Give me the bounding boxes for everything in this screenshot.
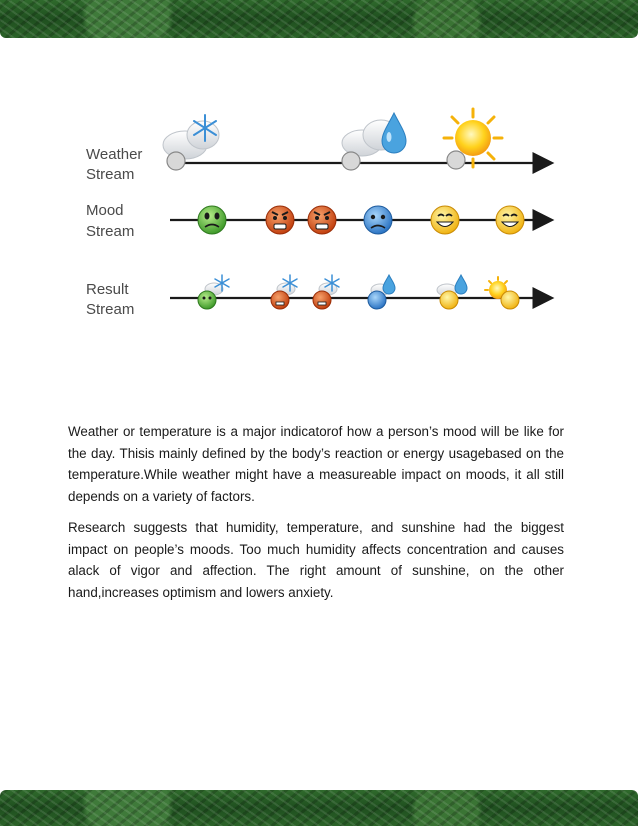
weather-label-line1: Weather	[86, 146, 143, 163]
sun-cloud-icon	[444, 109, 502, 169]
angry-face-icon	[308, 206, 336, 234]
weather-mood-diagram	[0, 95, 638, 335]
happy-face-icon	[431, 206, 459, 234]
weather-label-line2: Stream	[86, 166, 135, 183]
bottom-decorative-border	[0, 790, 638, 826]
sad-face-icon	[364, 206, 392, 234]
mood-label-line2: Stream	[86, 223, 135, 240]
angry-snow-icon	[271, 275, 297, 309]
body-text	[68, 421, 564, 613]
paragraph-weather: Weather or temperature is a major indicatorof how a person’s mood will be like for the day. Thisis mainly defined by the body’s reaction or energy usagebased on the temperature.While weather might have a measureable impact on moods, it all still depends on a variety of factors.	[68, 424, 564, 504]
sad-rain-icon	[368, 275, 395, 309]
sick-snow-icon	[198, 275, 229, 309]
angry-face-icon	[266, 206, 294, 234]
snowflake-cloud-icon	[163, 115, 219, 170]
mood-label-line1: Mood	[86, 202, 124, 219]
raindrop-cloud-icon	[342, 113, 406, 170]
paragraph-research: Research suggests that humidity, temperature, and sunshine had the biggest impact on people’s moods. Too much humidity affects concentration and causes alack of vigor and affection. The right amount of sunshine, on the other hand,increases optimism and lowers anxiety.	[68, 520, 564, 600]
happy-face-icon	[496, 206, 524, 234]
sick-face-icon	[198, 206, 226, 234]
happy-sun-icon	[485, 277, 519, 309]
result-label-line1: Result	[86, 281, 129, 298]
angry-snow-icon	[313, 275, 339, 309]
happy-rain-icon	[437, 275, 467, 309]
top-decorative-border	[0, 0, 638, 38]
result-label-line2: Stream	[86, 301, 135, 318]
